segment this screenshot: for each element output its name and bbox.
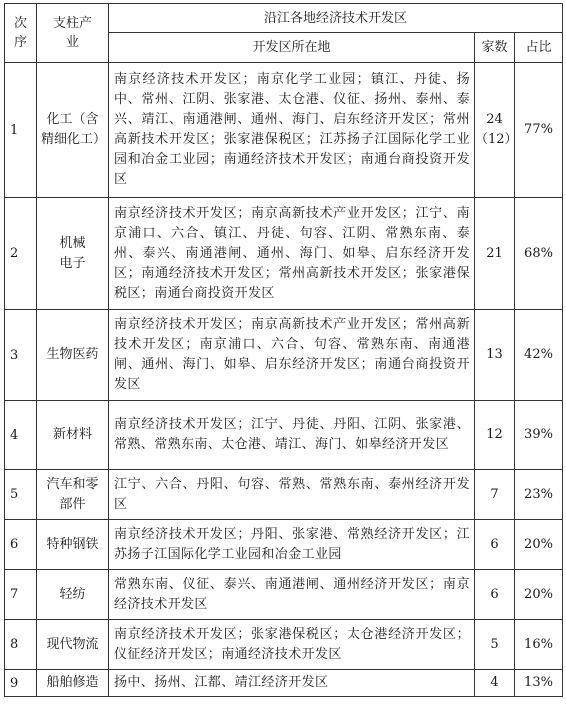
row-count: 6 (475, 570, 515, 620)
row-zones: 扬中、扬州、江都、靖江经济开发区 (109, 670, 475, 697)
row-count: 24（12） (475, 63, 515, 198)
row-zones: 南京经济技术开发区；江宁、丹徒、丹阳、江阴、张家港、常熟、常熟东南、太仓港、靖江、海门、如皋经济开发区 (109, 401, 475, 470)
row-index: 5 (5, 470, 37, 520)
row-zones: 南京经济技术开发区；南京化学工业园；镇江、丹徒、扬中、常州、江阴、张家港、太仓港、仪征、扬州、泰州、泰兴、靖江、南通港闸、通州、海门、启东经济开发区；常州高新技术开发区；张家港保税区；江苏扬子江国际化学工业园和冶金工业园；南通经济技术开发区；南通台商投资开发区 (109, 63, 475, 198)
table-row (5, 401, 563, 470)
row-share: 23% (515, 470, 563, 520)
header-share: 占比 (515, 33, 563, 63)
row-zones: 南京经济技术开发区；张家港保税区；太仓港经济开发区；仪征经济开发区；南通经济技术开发区 (109, 620, 475, 670)
table-row (5, 670, 563, 697)
row-industry: 生物医药 (37, 310, 109, 401)
header-count: 家数 (475, 33, 515, 63)
row-zones: 江宁、六合、丹阳、句容、常熟、常熟东南、泰州经济开发区 (109, 470, 475, 520)
row-industry: 现代物流 (37, 620, 109, 670)
row-count: 5 (475, 620, 515, 670)
row-count: 6 (475, 520, 515, 570)
row-industry: 轻纺 (37, 570, 109, 620)
header-industry: 支柱产业 (37, 4, 109, 63)
table-row (5, 570, 563, 620)
row-share: 20% (515, 520, 563, 570)
row-share: 39% (515, 401, 563, 470)
table-row (5, 620, 563, 670)
row-share: 77% (515, 63, 563, 198)
row-index: 9 (5, 670, 37, 697)
row-count: 21 (475, 198, 515, 310)
industry-zone-table (4, 3, 563, 697)
header-zones: 开发区所在地 (109, 33, 475, 63)
table-row (5, 520, 563, 570)
header-index: 次序 (5, 4, 37, 63)
table-row (5, 63, 563, 198)
row-index: 7 (5, 570, 37, 620)
row-share: 68% (515, 198, 563, 310)
row-index: 3 (5, 310, 37, 401)
row-industry: 船舶修造 (37, 670, 109, 697)
row-count: 7 (475, 470, 515, 520)
row-industry: 特种钢铁 (37, 520, 109, 570)
row-industry: 机械电子 (37, 198, 109, 310)
row-industry: 化工（含精细化工） (37, 63, 109, 198)
header-group-title: 沿江各地经济技术开发区 (109, 4, 563, 33)
row-share: 13% (515, 670, 563, 697)
table-row (5, 470, 563, 520)
table-row (5, 310, 563, 401)
table-row (5, 198, 563, 310)
row-zones: 南京经济技术开发区；南京高新技术产业开发区；常州高新技术开发区；南京浦口、六合、句容、常熟东南、南通港闸、通州、海门、如皋、启东经济开发区；南通台商投资开发区 (109, 310, 475, 401)
row-count: 4 (475, 670, 515, 697)
row-count: 13 (475, 310, 515, 401)
row-industry: 汽车和零部件 (37, 470, 109, 520)
row-share: 16% (515, 620, 563, 670)
row-zones: 南京经济技术开发区；丹阳、张家港、常熟经济开发区；江苏扬子江国际化学工业园和冶金工业园 (109, 520, 475, 570)
row-zones: 南京经济技术开发区；南京高新技术产业开发区；江宁、南京浦口、六合、镇江、丹徒、句容、江阴、常熟东南、泰州、泰兴、南通港闸、通州、海门、如皋、启东经济开发区；南通经济技术开发区；常州高新技术开发区；张家港保税区；南通台商投资开发区 (109, 198, 475, 310)
row-industry: 新材料 (37, 401, 109, 470)
row-zones: 常熟东南、仪征、泰兴、南通港闸、通州经济开发区；南京经济技术开发区 (109, 570, 475, 620)
row-count: 12 (475, 401, 515, 470)
row-index: 8 (5, 620, 37, 670)
row-index: 1 (5, 63, 37, 198)
row-share: 42% (515, 310, 563, 401)
row-share: 20% (515, 570, 563, 620)
row-index: 2 (5, 198, 37, 310)
row-index: 6 (5, 520, 37, 570)
row-index: 4 (5, 401, 37, 470)
